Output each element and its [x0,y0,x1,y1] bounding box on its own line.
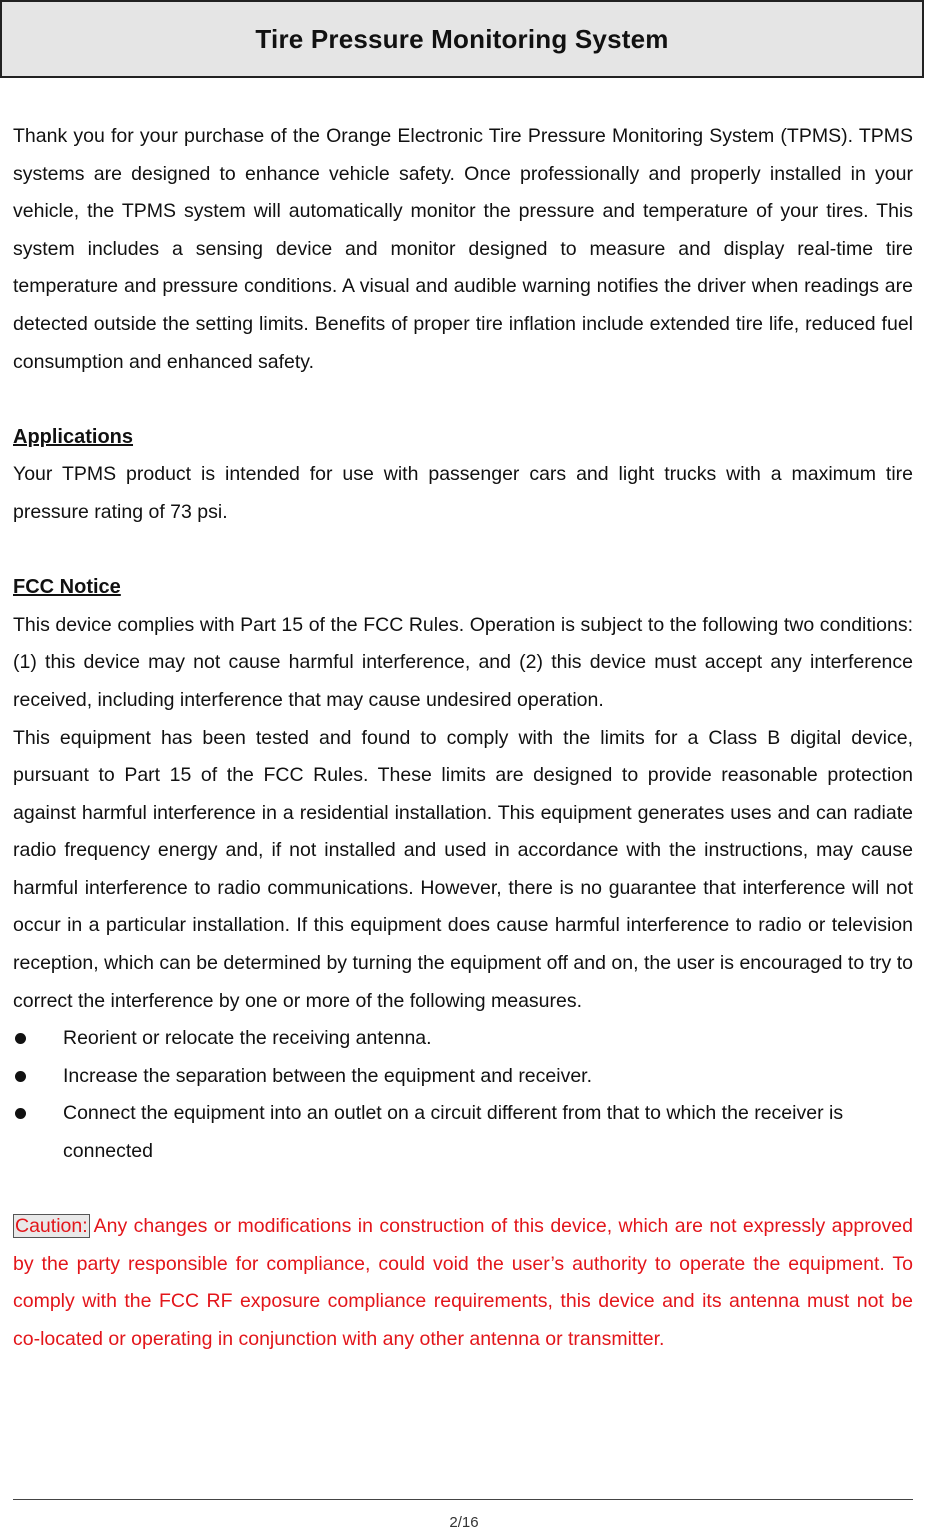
caution-label: Caution: [15,1215,88,1238]
applications-paragraph: Your TPMS product is intended for use with passenger cars and light trucks with a maximum tire pressure rating of 73 psi. [13,463,913,523]
bullet-icon [15,1033,26,1044]
page-number: 2/16 [449,1514,479,1531]
spacer [13,1171,913,1209]
fcc-notice-heading: FCC Notice [13,576,121,599]
document-body [13,118,913,1359]
page-title: Tire Pressure Monitoring System [255,23,669,54]
list-item-text: Connect the equipment into an outlet on a circuit different from that to which the receiver is connected [63,1102,844,1163]
fcc-paragraph-1: This device complies with Part 15 of the FCC Rules. Operation is subject to the following two conditions: (1) this device may not cause harmful interference, and (2) this device must accept any interference received, including interference that may cause undesired operation. [13,613,913,711]
footer-divider [13,1499,913,1500]
list-item [13,1058,913,1096]
list-item [13,1095,913,1170]
list-item-text: Reorient or relocate the receiving antenna. [63,1027,432,1050]
title-banner [0,0,924,78]
intro-paragraph: Thank you for your purchase of the Orange Electronic Tire Pressure Monitoring System (TPMS). TPMS systems are designed to enhance vehicle safety. Once professionally and properly installed in your vehicle, the TPMS system will automatically monitor the pressure and temperature of your tires. This system includes a sensing device and monitor designed to measure and display real-time tire temperature and pressure conditions. A visual and audible warning notifies the driver when readings are detected outside the setting limits. Benefits of proper tire inflation include extended tire life, reduced fuel consumption and enhanced safety. [13,125,913,373]
fcc-paragraph-2: This equipment has been tested and found to comply with the limits for a Class B digital device, pursuant to Part 15 of the FCC Rules. These limits are designed to provide reasonable protection against harmful interference in a residential installation. This equipment generates uses and can radiate radio frequency energy and, if not installed and used in accordance with the instructions, may cause harmful interference to radio communications. However, there is no guarantee that interference will not occur in a particular installation. If this equipment does cause harmful interference to radio or television reception, which can be determined by turning the equipment off and on, the user is encouraged to try to correct the interference by one or more of the following measures. [13,726,913,1012]
caution-text: Any changes or modifications in construction of this device, which are not expressly approved by the party responsible for compliance, could void the user’s authority to operate the equipment. To comply with the FCC RF exposure compliance requirements, this device and its antenna must not be co-located or operating in conjunction with any other antenna or transmitter. [13,1215,913,1350]
list-item [13,1020,913,1058]
fcc-measures-list [13,1020,913,1170]
list-item-text: Increase the separation between the equipment and receiver. [63,1064,593,1087]
caution-paragraph [13,1208,913,1358]
applications-heading: Applications [13,425,134,448]
spacer [13,532,913,570]
spacer [13,381,913,419]
bullet-icon [15,1108,26,1119]
bullet-icon [15,1071,26,1082]
